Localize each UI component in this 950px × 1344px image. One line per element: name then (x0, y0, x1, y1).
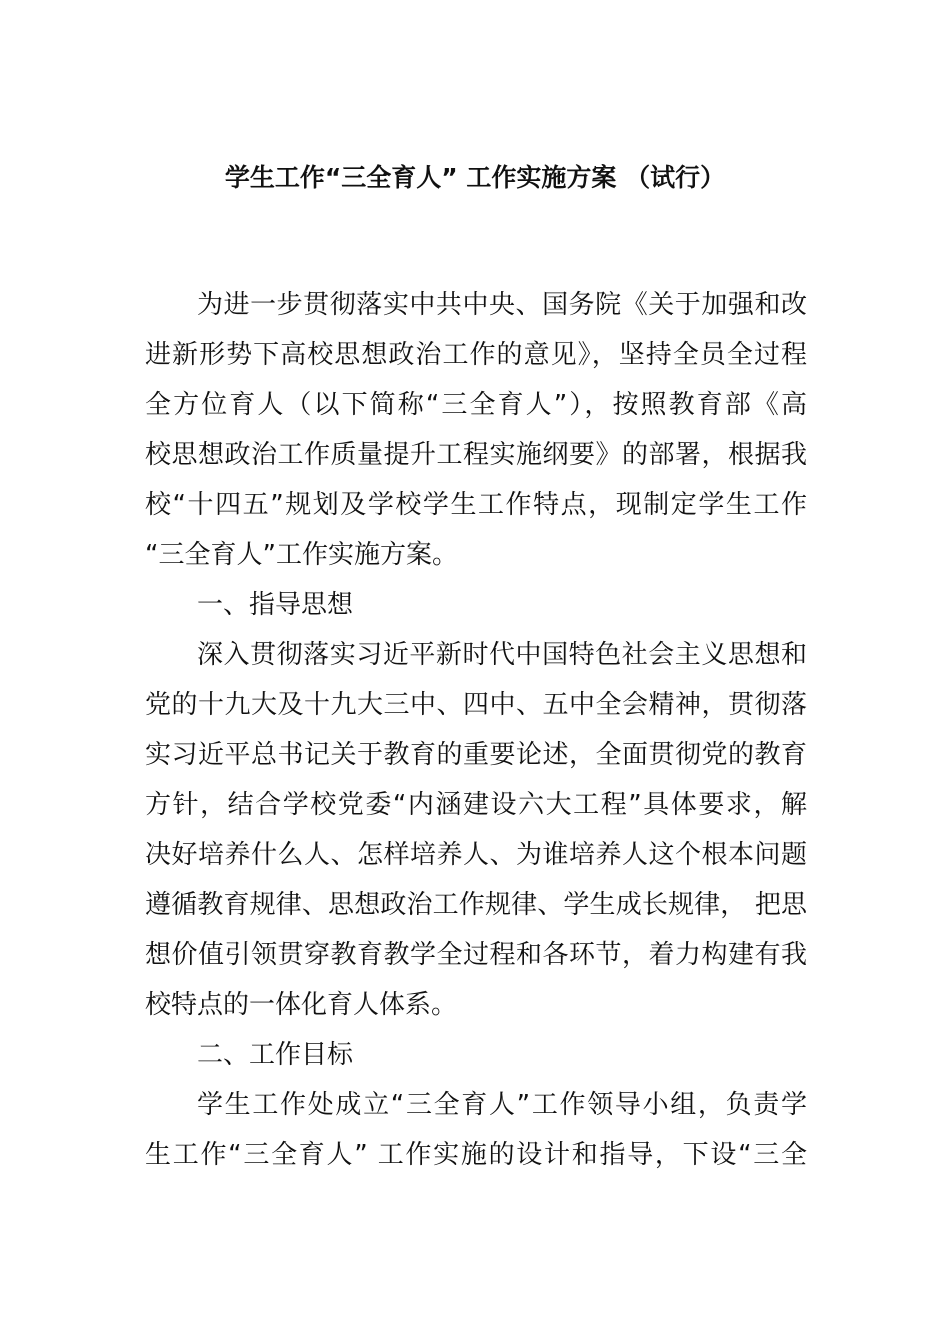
paragraph-intro (145, 280, 807, 580)
text-line: 方针，结合学校党委“内涵建设六大工程”具体要求，解 (145, 790, 807, 820)
text-line: 决好培养什么人、怎样培养人、为谁培养人这个根本问题 (145, 840, 807, 870)
paragraph-work-goals (145, 1080, 807, 1180)
section-heading-guiding-ideology (145, 580, 807, 630)
text-line: 党的十九大及十九大三中、四中、五中全会精神，贯彻落 (145, 690, 807, 720)
text-line: 校特点的一体化育人体系。 (145, 990, 458, 1020)
section-heading-work-goals (145, 1030, 807, 1080)
text-line: 全方位育人（以下简称“三全育人”），按照教育部《高 (145, 390, 807, 420)
text-line: 学生工作处成立“三全育人”工作领导小组，负责学 (197, 1090, 807, 1120)
text-line: 校“十四五”规划及学校学生工作特点，现制定学生工作 (145, 490, 807, 520)
document-body (145, 280, 807, 1180)
text-line: 校思想政治工作质量提升工程实施纲要》的部署，根据我 (145, 440, 807, 470)
text-line: 进新形势下高校思想政治工作的意见》，坚持全员全过程 (145, 340, 807, 370)
paragraph-guiding-ideology (145, 630, 807, 1030)
section-heading: 二、工作目标 (197, 1040, 354, 1070)
text-line: 遵循教育规律、思想政治工作规律、学生成长规律， 把思 (145, 890, 807, 920)
text-line: “三全育人”工作实施方案。 (145, 540, 458, 570)
text-line: 生工作“三全育人” 工作实施的设计和指导，下设“三全 (145, 1140, 807, 1170)
text-line: 深入贯彻落实习近平新时代中国特色社会主义思想和 (197, 640, 807, 670)
section-heading: 一、指导思想 (197, 590, 354, 620)
text-line: 想价值引领贯穿教育教学全过程和各环节，着力构建有我 (145, 940, 807, 970)
text-line: 实习近平总书记关于教育的重要论述，全面贯彻党的教育 (145, 740, 807, 770)
document-title: 学生工作“三全育人” 工作实施方案 （试行） (224, 163, 726, 192)
text-line: 为进一步贯彻落实中共中央、国务院《关于加强和改 (197, 290, 807, 320)
